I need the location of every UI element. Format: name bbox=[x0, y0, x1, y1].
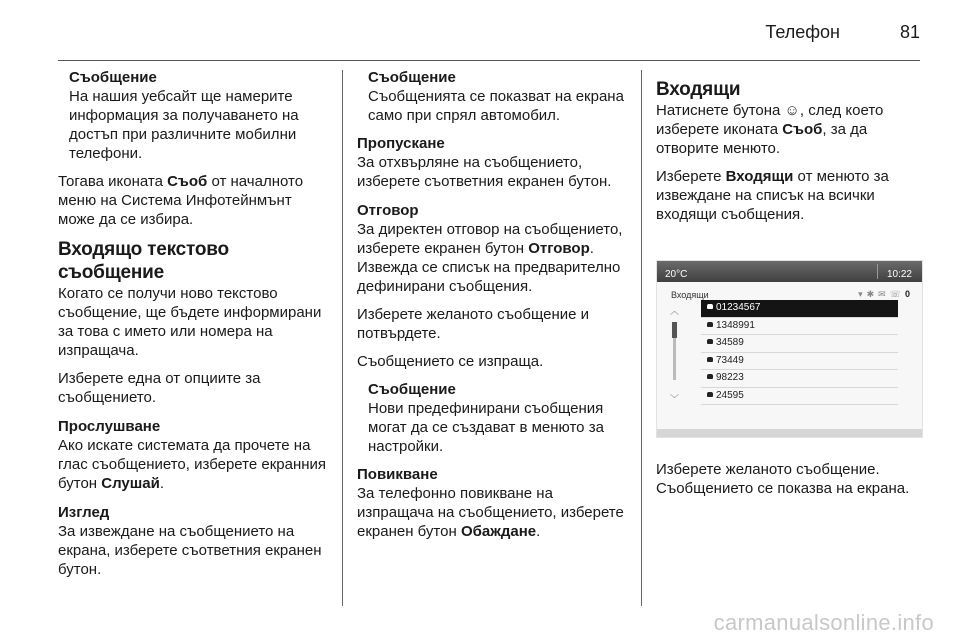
ui-term: Съоб bbox=[167, 173, 208, 190]
column-divider bbox=[641, 70, 642, 606]
paragraph: Изберете желаното съобщение. Съобщението се показва на екрана. bbox=[656, 461, 910, 497]
column-left bbox=[58, 68, 330, 588]
paragraph: Изберете желаното съобщение и потвърдете. bbox=[357, 306, 590, 342]
list-item[interactable]: 98223 bbox=[701, 370, 898, 388]
section-title: Входящо текстово съобщение bbox=[58, 239, 229, 283]
note-block bbox=[357, 380, 629, 456]
envelope-icon bbox=[707, 304, 713, 309]
paragraph: Изберете Входящи от менюто за извеждане на списък на всички входящи съобщения. bbox=[656, 168, 889, 223]
temperature: 20°C bbox=[665, 269, 688, 280]
scroll-up-icon[interactable]: ︿ bbox=[670, 306, 680, 316]
note-heading: Съобщение bbox=[368, 381, 456, 398]
note-text: Нови предефинирани съобщения могат да се създават в менюто за настройки. bbox=[368, 400, 604, 455]
paragraph: За извеждане на съобщението на екрана, изберете съответния екранен бутон. bbox=[58, 523, 322, 578]
list-item[interactable]: 34589 bbox=[701, 335, 898, 353]
envelope-icon bbox=[707, 374, 713, 379]
ui-term: Отговор bbox=[528, 240, 590, 257]
column-middle bbox=[357, 68, 629, 550]
ui-term: Входящи bbox=[725, 168, 794, 185]
note-block bbox=[357, 68, 629, 125]
note-text: На нашия уебсайт ще намерите информация за получаването на достъп при различните мобилни телефони. bbox=[69, 88, 299, 162]
scrollbar-thumb[interactable] bbox=[672, 322, 677, 338]
list-item[interactable]: 73449 bbox=[701, 353, 898, 371]
envelope-icon bbox=[707, 392, 713, 397]
paragraph: Тогава иконата Съоб от началното меню на Система Инфотейнмънт може да се избира. bbox=[58, 173, 304, 228]
ui-term: Слушай bbox=[101, 475, 160, 492]
ui-term: Съоб bbox=[782, 121, 823, 138]
infotainment-screenshot bbox=[656, 260, 923, 438]
envelope-icon bbox=[707, 322, 713, 327]
scrollbar[interactable] bbox=[673, 322, 676, 380]
clock: 10:22 bbox=[886, 269, 912, 280]
bluetooth-icon: ✱ bbox=[866, 289, 879, 299]
status-bar bbox=[657, 261, 922, 282]
list-item[interactable]: 24595 bbox=[701, 388, 898, 406]
column-right bbox=[656, 68, 928, 507]
subheading-reply: Отговор bbox=[357, 202, 419, 219]
screen-bottom-bar bbox=[657, 429, 922, 437]
note-block bbox=[58, 68, 330, 163]
phone-icon: ☏ bbox=[889, 289, 905, 299]
paragraph: За отхвърляне на съобщението, изберете съответния екранен бутон. bbox=[357, 154, 612, 190]
header-rule bbox=[58, 60, 920, 61]
scroll-down-icon[interactable]: ﹀ bbox=[670, 394, 680, 404]
subheading-view: Изглед bbox=[58, 504, 110, 521]
note-heading: Съобщение bbox=[69, 69, 157, 86]
paragraph: Ако искате системата да прочете на глас съобщението, изберете екранния бутон Слушай. bbox=[58, 437, 327, 492]
note-text: Съобщенията се показват на екрана само при спрял автомобил. bbox=[368, 88, 624, 124]
list-item[interactable]: 01234567 bbox=[701, 300, 898, 318]
watermark: carmanualsonline.info bbox=[713, 610, 934, 635]
chapter-title: Телефон bbox=[765, 22, 840, 42]
panel-title: Входящи bbox=[671, 290, 709, 300]
message-count: 0 bbox=[904, 289, 914, 299]
ui-term: Обаждане bbox=[460, 523, 537, 540]
envelope-icon: ✉ bbox=[878, 289, 890, 299]
list-item[interactable]: 1348991 bbox=[701, 318, 898, 336]
section-title: Входящи bbox=[656, 79, 741, 100]
page-number: 81 bbox=[899, 22, 920, 42]
column-divider bbox=[342, 70, 343, 606]
note-heading: Съобщение bbox=[368, 69, 456, 86]
signal-icon: ▾ bbox=[858, 289, 867, 299]
paragraph: За телефонно повикване на изпращача на съобщението, изберете екранен бутон Обаждане. bbox=[357, 485, 624, 540]
status-divider bbox=[877, 264, 878, 279]
paragraph: Изберете една от опциите за съобщението. bbox=[58, 370, 261, 406]
subheading-call: Повикване bbox=[357, 466, 438, 483]
envelope-icon bbox=[707, 339, 713, 344]
envelope-icon bbox=[707, 357, 713, 362]
paragraph: За директен отговор на съобщението, изберете екранен бутон Отговор. Извежда се списък на предварително дефинирани съобщения. bbox=[357, 221, 623, 295]
subheading-skip: Пропускане bbox=[357, 135, 445, 152]
paragraph: Натиснете бутона ☺, след което изберете иконата Съоб, за да отворите менюто. bbox=[656, 102, 884, 157]
subheading-listen: Прослушване bbox=[58, 418, 161, 435]
inbox-panel bbox=[657, 282, 922, 437]
page-header bbox=[58, 0, 920, 60]
paragraph: Съобщението се изпраща. bbox=[357, 353, 544, 370]
paragraph: Когато се получи ново текстово съобщение, ще бъдете информирани за това с името или номера на изпращача. bbox=[58, 285, 322, 359]
message-list bbox=[701, 300, 898, 405]
home-icon: ☺ bbox=[784, 102, 800, 119]
